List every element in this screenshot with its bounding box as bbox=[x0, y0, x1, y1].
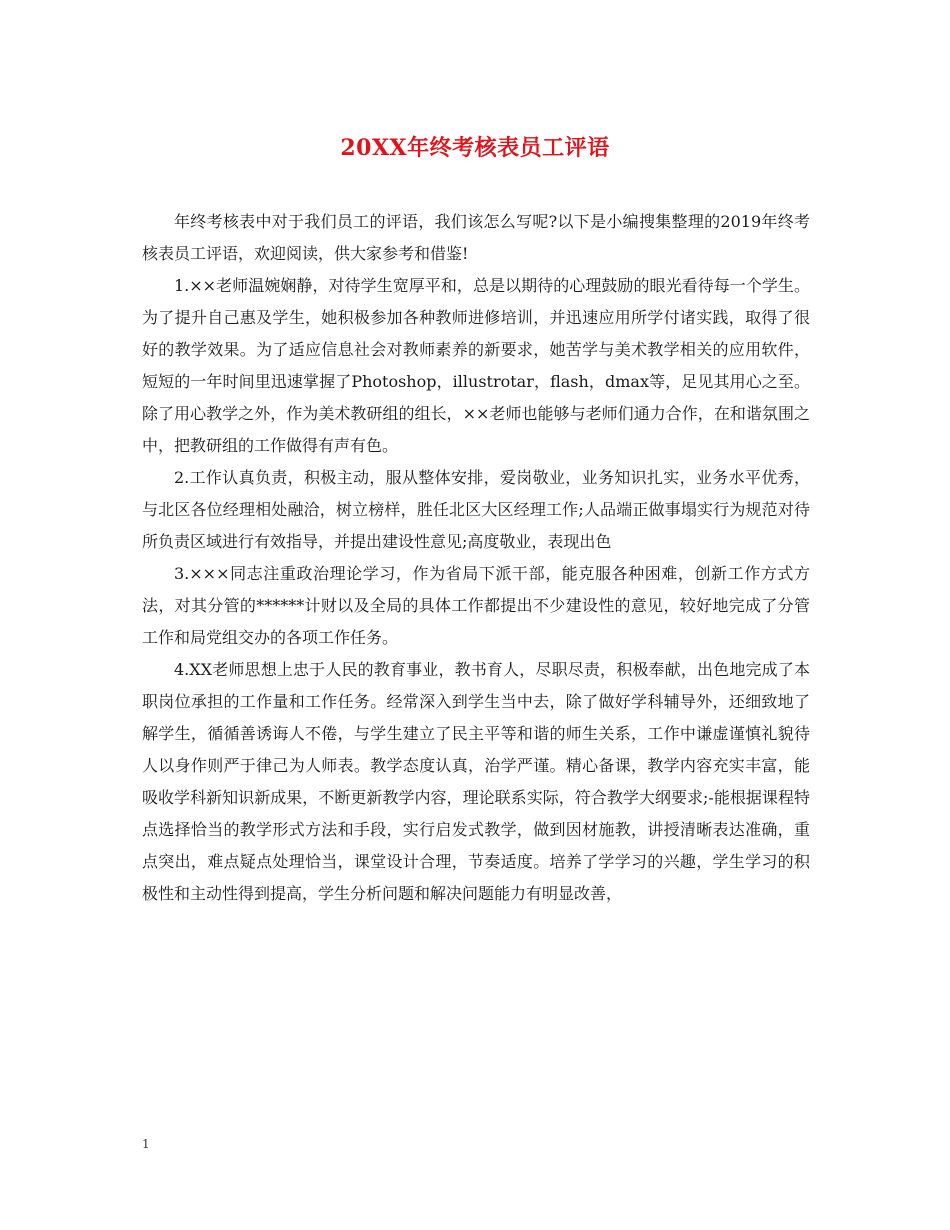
paragraph-3: 3.×××同志注重政治理论学习，作为省局下派干部，能克服各种困难，创新工作方式方法，对其分管的******计财以及全局的具体工作都提出不少建设性的意见，较好地完成了分管工作和局党组交办的各项工作任务。 bbox=[142, 564, 810, 647]
page-number: 1 bbox=[142, 1137, 150, 1151]
paragraph-intro: 年终考核表中对于我们员工的评语，我们该怎么写呢?以下是小编搜集整理的2019年终考核表员工评语，欢迎阅读，供大家参考和借鉴! bbox=[142, 212, 810, 263]
paragraph-1: 1.××老师温婉娴静，对待学生宽厚平和，总是以期待的心理鼓励的眼光看待每一个学生。为了提升自己惠及学生，她积极参加各种教师进修培训，并迅速应用所学付诸实践，取得了很好的教学效果。为了适应信息社会对教师素养的新要求，她苦学与美术教学相关的应用软件，短短的一年时间里迅速掌握了Photoshop，illustrotar，flash，dmax等，足见其用心之至。除了用心教学之外，作为美术教研组的组长，××老师也能够与老师们通力合作，在和谐氛围之中，把教研组的工作做得有声有色。 bbox=[142, 276, 810, 455]
paragraph-4: 4.XX老师思想上忠于人民的教育事业，教书育人，尽职尽责，积极奉献，出色地完成了本职岗位承担的工作量和工作任务。经常深入到学生当中去，除了做好学科辅导外，还细致地了解学生，循循善诱诲人不倦，与学生建立了民主平等和谐的师生关系，工作中谦虚谨慎礼貌待人以身作则严于律己为人师表。教学态度认真，治学严谨。精心备课，教学内容充实丰富，能吸收学科新知识新成果，不断更新教学内容，理论联系实际，符合教学大纲要求;-能根据课程特点选择恰当的教学形式方法和手段，实行启发式教学，做到因材施教，讲授清晰表达准确，重点突出，难点疑点处理恰当，课堂设计合理，节奏适度。培养了学学习的兴趣，学生学习的积极性和主动性得到提高，学生分析问题和解决问题能力有明显改善， bbox=[142, 660, 810, 903]
page-title: 20XX年终考核表员工评语 bbox=[340, 135, 610, 161]
paragraph-2: 2.工作认真负责，积极主动，服从整体安排，爱岗敬业，业务知识扎实，业务水平优秀，与北区各位经理相处融洽，树立榜样，胜任北区大区经理工作;人品端正做事塌实行为规范对待所负责区域进行有效指导，并提出建设性意见;高度敬业，表现出色 bbox=[142, 468, 810, 551]
document-body bbox=[142, 206, 810, 910]
